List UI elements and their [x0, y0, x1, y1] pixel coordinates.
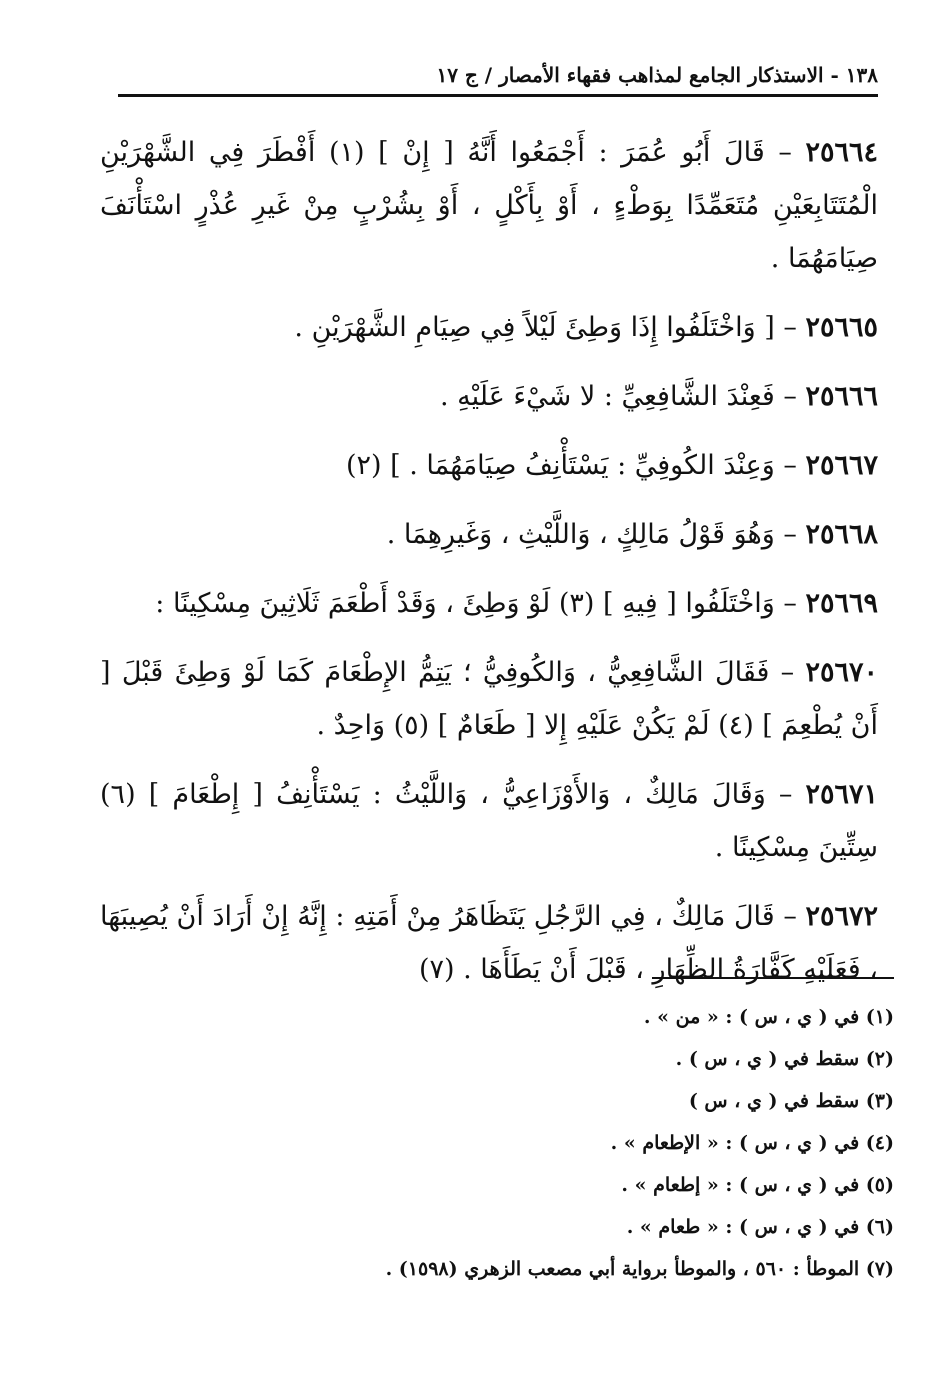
paragraph-number: ٢٥٦٦٤: [805, 137, 878, 168]
paragraph-25670: [100, 646, 878, 752]
paragraph-number: ٢٥٦٧٢: [805, 901, 878, 932]
paragraph-25672: [100, 890, 878, 996]
paragraph-25668: [100, 508, 878, 561]
paragraph-number: ٢٥٦٦٩: [805, 588, 878, 619]
paragraph-25664: [100, 126, 878, 285]
paragraph-25666: [100, 370, 878, 423]
paragraph-text: – وَعِنْدَ الكُوفِيِّ : يَسْتَأْنِفُ صِيَامَهُمَا . ] (٢): [345, 450, 806, 481]
running-header: ١٣٨ - الاستذكار الجامع لمذاهب فقهاء الأمصار / ج ١٧: [118, 58, 878, 97]
paragraph-text: – [ وَاخْتَلَفُوا إِذَا وَطِئَ لَيْلاً فِي صِيَامِ الشَّهْرَيْنِ .: [294, 312, 806, 343]
footnote-6: (٦) في ( ي ، س ) : « طعام » .: [626, 1216, 894, 1238]
footnote-separator: [652, 977, 894, 979]
paragraph-number: ٢٥٦٦٦: [805, 381, 878, 412]
paragraph-25667: [100, 439, 878, 492]
paragraph-text: – فَقَالَ الشَّافِعِيُّ ، وَالكُوفِيُّ ؛ يَتِمُّ الإِطْعَامَ كَمَا لَوْ وَطِئَ قَبْلَ [ أَنْ يُطْعِمَ ] (٤) لَمْ يَكُنْ عَلَيْهِ إِلا [ طَعَامٌ ] (٥) وَاحِدٌ .: [100, 657, 878, 741]
paragraph-number: ٢٥٦٦٥: [805, 312, 878, 343]
footnote-7: (٧) الموطأ : ٥٦٠ ، والموطأ برواية أبي مصعب الزهري (١٥٩٨) .: [385, 1258, 894, 1280]
paragraph-number: ٢٥٦٧١: [805, 779, 878, 810]
main-text: [100, 126, 878, 1012]
footnotes: [100, 996, 894, 1290]
paragraph-text: – فَعِنْدَ الشَّافِعِيِّ : لا شَيْءَ عَلَيْهِ .: [440, 381, 806, 412]
footnote-5: (٥) في ( ي ، س ) : « إطعام » .: [621, 1174, 894, 1196]
paragraph-text: – وَاخْتَلَفُوا [ فِيهِ ] (٣) لَوْ وَطِئَ ، وَقَدْ أَطْعَمَ ثَلَاثِينَ مِسْكِينًا :: [155, 588, 806, 619]
paragraph-number: ٢٥٦٦٨: [805, 519, 878, 550]
paragraph-text: – قَالَ مَالِكٌ ، فِي الرَّجُلِ يَتَظَاهَرُ مِنْ أَمَتِهِ : إِنَّهُ إِنْ أَرَادَ أَنْ يُصِيبَهَا ، فَعَلَيْهِ كَفَّارَةُ الظِّهَارِ ، قَبْلَ أَنْ يَطَأَهَا . (٧): [100, 901, 878, 985]
footnote-1: (١) في ( ي ، س ) : « من » .: [643, 1006, 894, 1028]
paragraph-text: – قَالَ أَبُو عُمَرَ : أَجْمَعُوا أَنَّهُ [ إِنْ ] (١) أَفْطَرَ فِي الشَّهْرَيْنِ الْمُتَتَابِعَيْنِ مُتَعَمِّدًا بِوَطْءٍ ، أَوْ بِأَكْلٍ ، أَوْ بِشُرْبٍ مِنْ غَيرِ عُذْرٍ اسْتَأْنَفَ صِيَامَهُمَا .: [100, 137, 878, 274]
paragraph-text: – وَقَالَ مَالِكٌ ، وَالأَوْزَاعِيُّ ، وَاللَّيْثُ : يَسْتَأْنِفُ [ إِطْعَامَ ] (٦) سِتِّينَ مِسْكِينًا .: [100, 779, 878, 863]
paragraph-number: ٢٥٦٦٧: [805, 450, 878, 481]
paragraph-number: ٢٥٦٧٠: [805, 657, 878, 688]
paragraph-25669: [100, 577, 878, 630]
footnote-2: (٢) سقط في ( ي ، س ) .: [675, 1048, 894, 1070]
paragraph-25671: [100, 768, 878, 874]
paragraph-text: – وَهُوَ قَوْلُ مَالِكٍ ، وَاللَّيْثِ ، وَغَيرِهِمَا .: [386, 519, 806, 550]
paragraph-25665: [100, 301, 878, 354]
footnote-3: (٣) سقط في ( ي ، س ): [688, 1090, 894, 1112]
footnote-4: (٤) في ( ي ، س ) : « الإطعام » .: [610, 1132, 894, 1154]
